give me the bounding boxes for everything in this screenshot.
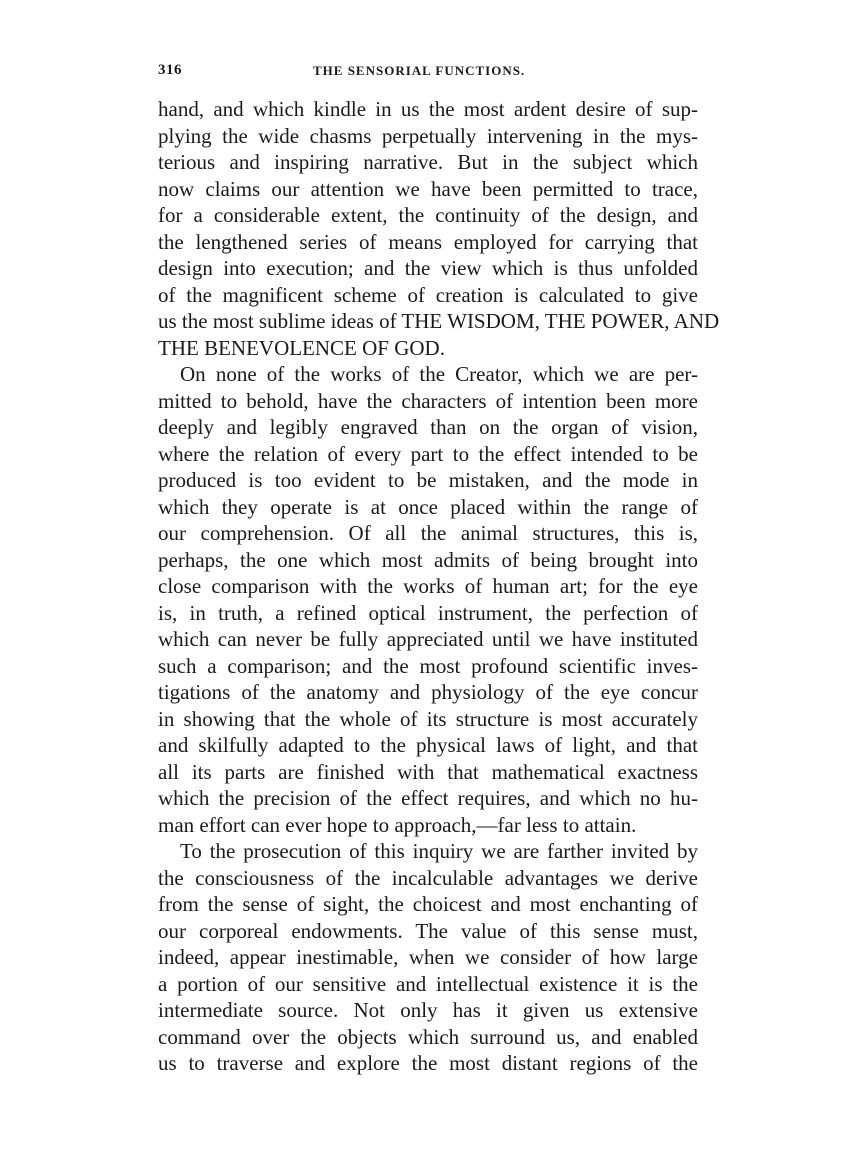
text-line: command over the objects which surround us, and enabled — [158, 1024, 698, 1049]
text-line: On none of the works of the Creator, which we are per- — [180, 362, 698, 386]
paragraph-3 — [158, 838, 698, 1077]
text-line: hand, and which kindle in us the most ardent desire of sup- — [158, 97, 698, 121]
text-line: indeed, appear inestimable, when we consider of how large — [158, 945, 698, 969]
text-line: now claims our attention we have been permitted to trace, — [158, 176, 698, 201]
text-line: such a comparison; and the most profound scientific inves- — [158, 653, 698, 678]
text-line: terious and inspiring narrative. But in the subject which — [158, 150, 698, 174]
text-line: our comprehension. Of all the animal structures, this is, — [158, 521, 698, 545]
text-line: close comparison with the works of human art; for the eye — [158, 574, 698, 598]
text-line: intermediate source. Not only has it given us extensive — [158, 998, 698, 1022]
running-title: THE SENSORIAL FUNCTIONS. — [313, 63, 526, 78]
text-line: THE BENEVOLENCE OF GOD. — [158, 335, 445, 360]
text-line: deeply and legibly engraved than on the organ of vision, — [158, 415, 698, 439]
paragraph-1 — [158, 96, 720, 361]
text-line: our corporeal endowments. The value of this sense must, — [158, 918, 698, 943]
text-line: produced is too evident to be mistaken, and the mode in — [158, 468, 698, 492]
text-line: and skilfully adapted to the physical laws of light, and that — [158, 733, 698, 757]
text-line: mitted to behold, have the characters of intention been more — [158, 388, 698, 413]
text-line: of the magnificent scheme of creation is calculated to give — [158, 282, 698, 307]
text-line: which the precision of the effect requires, and which no hu- — [158, 786, 698, 810]
text-line: man effort can ever hope to approach,—far less to attain. — [158, 812, 637, 837]
text-line: us the most sublime ideas of THE WISDOM, THE POWER, AND — [158, 309, 720, 333]
text-line: which they operate is at once placed within the range of — [158, 494, 698, 519]
text-line: plying the wide chasms perpetually intervening in the mys- — [158, 123, 698, 148]
page-number: 316 — [158, 62, 182, 78]
text-line: perhaps, the one which most admits of being brought into — [158, 547, 698, 572]
text-line: from the sense of sight, the choicest and most enchanting of — [158, 892, 698, 916]
text-line: a portion of our sensitive and intellectual existence it is the — [158, 971, 698, 996]
running-head — [158, 62, 698, 86]
paragraph-2 — [158, 361, 698, 838]
text-line: which can never be fully appreciated until we have instituted — [158, 627, 698, 651]
body-text — [158, 96, 720, 1077]
text-line: us to traverse and explore the most distant regions of the — [158, 1051, 698, 1075]
text-line: where the relation of every part to the effect intended to be — [158, 441, 698, 466]
text-line: design into execution; and the view which is thus unfolded — [158, 256, 698, 280]
text-line: is, in truth, a refined optical instrument, the perfection of — [158, 600, 698, 625]
text-line: the consciousness of the incalculable advantages we derive — [158, 865, 698, 890]
text-line: the lengthened series of means employed for carrying that — [158, 229, 698, 254]
text-line: all its parts are finished with that mathematical exactness — [158, 759, 698, 784]
text-line: for a considerable extent, the continuity of the design, and — [158, 203, 698, 227]
book-page — [158, 62, 720, 1077]
text-line: in showing that the whole of its structure is most accurately — [158, 706, 698, 731]
text-line: To the prosecution of this inquiry we are farther invited by — [180, 839, 698, 863]
text-line: tigations of the anatomy and physiology of the eye concur — [158, 680, 698, 704]
